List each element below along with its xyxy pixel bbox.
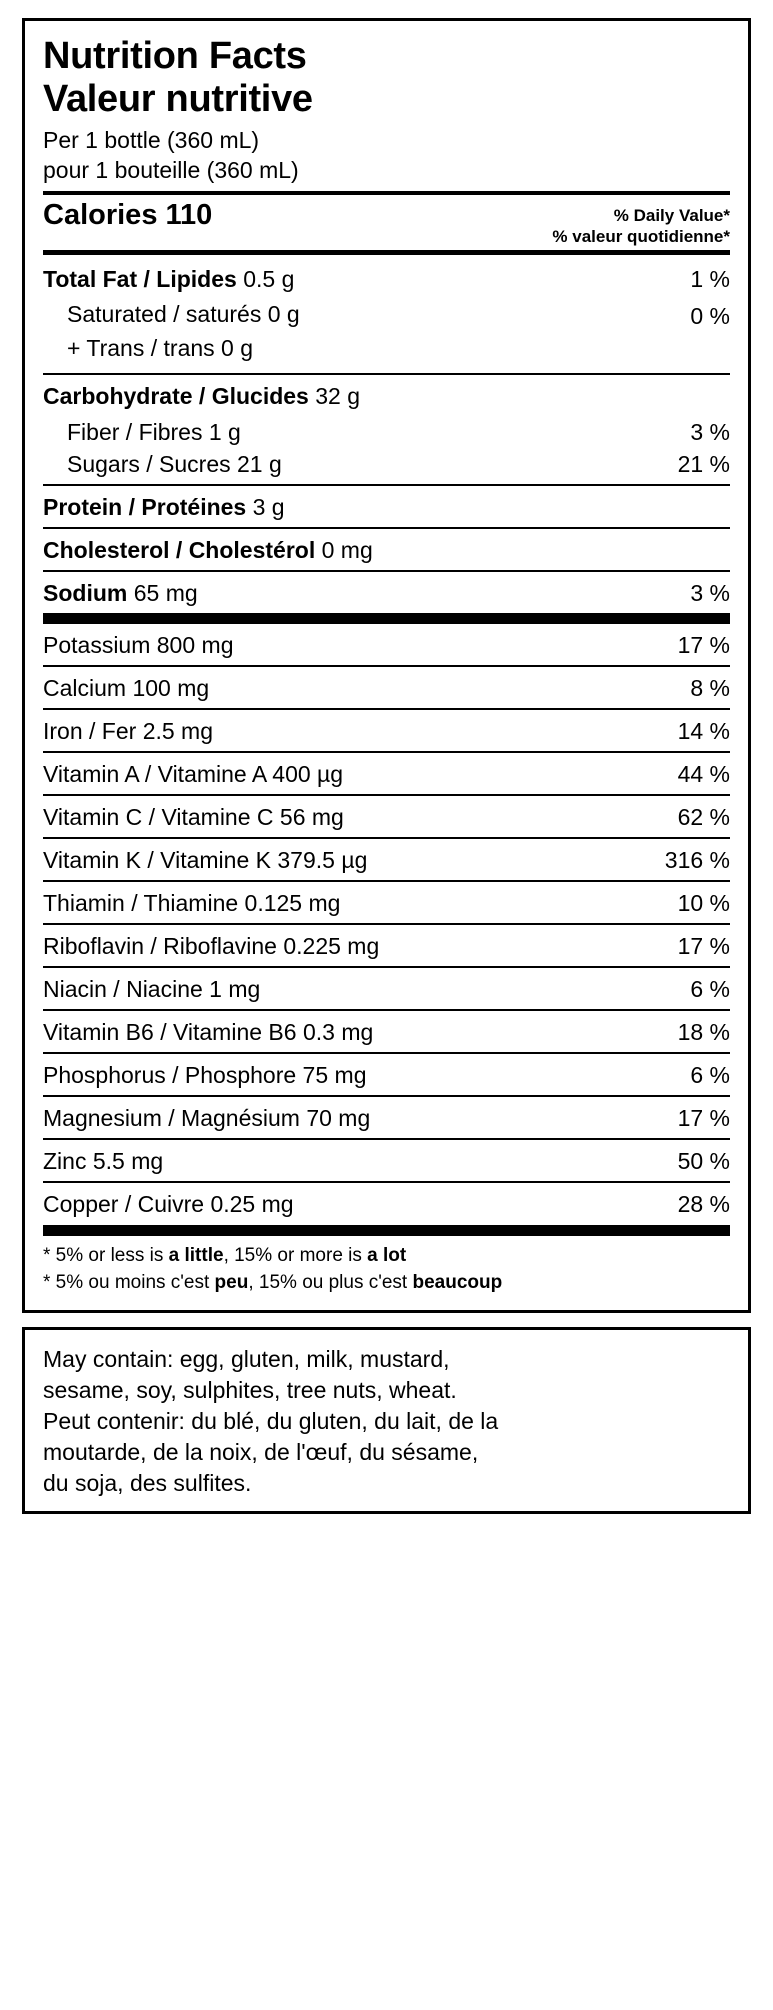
sodium-label: Sodium: [43, 579, 128, 606]
protein-label: Protein / Protéines: [43, 493, 247, 520]
allergen-fr-line-3: du soja, des sulfites.: [43, 1469, 252, 1496]
allergen-en-line-1: May contain: egg, gluten, milk, mustard,: [43, 1345, 450, 1372]
total-fat-group: [43, 255, 730, 372]
table-row: [43, 968, 730, 1009]
footnote-en-pre: * 5% or less is: [43, 1244, 169, 1266]
allergen-statement-en: [43, 1344, 730, 1406]
table-row: [43, 624, 730, 665]
allergen-en-line-2: sesame, soy, sulphites, tree nuts, wheat.: [43, 1376, 457, 1403]
micronutrient-label: Calcium 100 mg: [43, 674, 210, 701]
saturated-trans-pct: 0 %: [690, 302, 730, 329]
carbohydrate-label: Carbohydrate / Glucides: [43, 382, 309, 409]
sodium-amount: 65 mg: [127, 579, 198, 606]
allergen-fr-line-2: moutarde, de la noix, de l'œuf, du sésame,: [43, 1438, 479, 1465]
micronutrient-label: Niacin / Niacine 1 mg: [43, 976, 261, 1003]
sodium-row: [43, 572, 730, 613]
micronutrient-label: Vitamin C / Vitamine C 56 mg: [43, 804, 344, 831]
footnote-fr: [43, 1270, 730, 1298]
saturated-fat-label: Saturated / saturés: [67, 300, 262, 327]
total-fat-pct: 1 %: [690, 266, 730, 293]
micronutrient-pct: 14 %: [677, 717, 730, 744]
total-fat-label: Total Fat / Lipides: [43, 266, 237, 293]
saturated-fat-amount: 0 g: [267, 300, 300, 327]
table-row: [43, 1097, 730, 1138]
micronutrient-label: Phosphorus / Phosphore 75 mg: [43, 1062, 367, 1089]
panel-title-en: Nutrition Facts: [43, 35, 307, 77]
micronutrient-pct: 62 %: [677, 804, 730, 831]
total-fat-row: [43, 262, 300, 296]
micronutrient-label: Vitamin B6 / Vitamine B6 0.3 mg: [43, 1019, 374, 1046]
footnote-en: [43, 1236, 730, 1271]
micronutrient-pct: 50 %: [677, 1148, 730, 1175]
allergen-fr-line-1: Peut contenir: du blé, du gluten, du lait, de la: [43, 1407, 499, 1434]
serving-size-fr: pour 1 bouteille (360 mL): [43, 156, 299, 183]
table-row: [43, 882, 730, 923]
table-row: [43, 925, 730, 966]
daily-value-header-fr: % valeur quotidienne*: [552, 227, 730, 247]
allergen-statement-fr: [43, 1406, 730, 1499]
daily-value-header: [552, 200, 730, 248]
nutrition-facts-panel: [22, 18, 751, 1313]
micronutrient-label: Zinc 5.5 mg: [43, 1148, 164, 1175]
carbohydrate-amount: 32 g: [308, 382, 361, 409]
footnote-fr-pre: * 5% ou moins c'est: [43, 1272, 215, 1294]
table-row: [43, 1054, 730, 1095]
micronutrient-pct: 44 %: [677, 760, 730, 787]
micronutrient-label: Riboflavin / Riboflavine 0.225 mg: [43, 933, 380, 960]
table-row: [43, 1183, 730, 1224]
fiber-label: Fiber / Fibres 1 g: [67, 418, 241, 445]
table-row: [43, 1140, 730, 1181]
micronutrient-label: Thiamin / Thiamine 0.125 mg: [43, 890, 341, 917]
fiber-row: [43, 416, 730, 448]
sodium-pct: 3 %: [690, 579, 730, 606]
allergen-panel: [22, 1327, 751, 1514]
table-row: [43, 839, 730, 880]
trans-fat-amount: 0 g: [221, 334, 254, 361]
sugars-pct: 21 %: [677, 450, 730, 477]
footnote-fr-bold-2: beaucoup: [412, 1272, 503, 1294]
micronutrient-label: Potassium 800 mg: [43, 631, 234, 658]
table-row: [43, 796, 730, 837]
daily-value-header-en: % Daily Value*: [613, 205, 730, 225]
micronutrient-pct: 17 %: [677, 933, 730, 960]
cholesterol-row: [43, 529, 730, 570]
calories-row: [43, 195, 730, 251]
calories-label: Calories 110: [43, 198, 213, 231]
total-fat-amount: 0.5 g: [243, 266, 295, 293]
micronutrient-label: Magnesium / Magnésium 70 mg: [43, 1105, 371, 1132]
table-row: [43, 1011, 730, 1052]
footnote-fr-mid: , 15% ou plus c'est: [248, 1272, 413, 1294]
footnote-en-bold-2: a lot: [367, 1244, 407, 1266]
footnote-en-bold-1: a little: [168, 1244, 224, 1266]
sugars-label: Sugars / Sucres 21 g: [67, 450, 282, 477]
micronutrient-pct: 316 %: [664, 847, 730, 874]
micronutrient-pct: 18 %: [677, 1019, 730, 1046]
protein-row: [43, 486, 730, 527]
serving-size-en: Per 1 bottle (360 mL): [43, 127, 260, 154]
footnote-fr-bold-1: peu: [214, 1272, 249, 1294]
divider-before-micronutrients: [43, 613, 730, 624]
divider-before-footnote: [43, 1225, 730, 1236]
micronutrient-label: Copper / Cuivre 0.25 mg: [43, 1191, 294, 1218]
table-row: [43, 710, 730, 751]
micronutrient-pct: 8 %: [690, 674, 730, 701]
micronutrient-pct: 10 %: [677, 890, 730, 917]
table-row: [43, 753, 730, 794]
trans-fat-label: + Trans / trans: [67, 334, 215, 361]
sugars-row: [43, 448, 730, 484]
micronutrient-pct: 17 %: [677, 1105, 730, 1132]
trans-fat-row: [43, 331, 300, 365]
footnote-en-mid: , 15% or more is: [223, 1244, 368, 1266]
fiber-pct: 3 %: [690, 418, 730, 445]
cholesterol-amount: 0 mg: [315, 536, 373, 563]
protein-amount: 3 g: [246, 493, 285, 520]
table-row: [43, 667, 730, 708]
micronutrient-pct: 6 %: [690, 976, 730, 1003]
micronutrient-label: Iron / Fer 2.5 mg: [43, 717, 214, 744]
micronutrient-list: [43, 624, 730, 1225]
micronutrient-pct: 6 %: [690, 1062, 730, 1089]
micronutrient-label: Vitamin K / Vitamine K 379.5 µg: [43, 847, 368, 874]
panel-title-fr: Valeur nutritive: [43, 77, 313, 120]
micronutrient-pct: 17 %: [677, 631, 730, 658]
micronutrient-pct: 28 %: [677, 1191, 730, 1218]
carbohydrate-row: [43, 375, 730, 416]
micronutrient-label: Vitamin A / Vitamine A 400 µg: [43, 760, 344, 787]
saturated-fat-row: [43, 297, 300, 331]
cholesterol-label: Cholesterol / Cholestérol: [43, 536, 316, 563]
